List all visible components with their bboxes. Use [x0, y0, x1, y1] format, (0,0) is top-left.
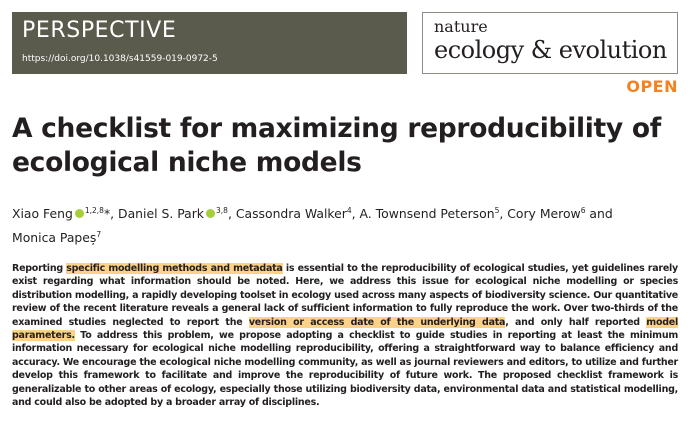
article-title: A checklist for maximizing reproducibility of ecological niche models [12, 113, 661, 178]
author-affiliation: 5 [494, 205, 500, 215]
author-name: Monica Papeș [12, 230, 97, 245]
author-name: Daniel S. Park [118, 206, 204, 221]
abstract-text: , and only half reported [505, 316, 647, 328]
abstract-text: To address this problem, we propose adopting a checklist to guide studies in reporting at least the minimum information necessary for ecological niche modelling reproducibility, offering a straightforward way to balance efficiency and accuracy. We encourage the ecological niche modelling community, as well as journal reviewers and editors, to utilize and further develop this framework to facilitate and improve the reproducibility of future work. The proposed checklist framework is generalizable to other areas of ecology, especially those utilizing biodiversity data, environmental data and statistical modelling, and could also be adopted by a broader array of disciplines. [12, 330, 678, 409]
author[interactable] [507, 206, 585, 221]
author[interactable] [118, 206, 228, 221]
author[interactable] [360, 206, 500, 221]
author-name: Xiao Feng [12, 206, 73, 221]
orcid-icon[interactable] [206, 209, 215, 218]
abstract-text: is essential to the reproducibility of ecological studies, yet guidelines rarely exist regarding what information should be noted. Here, we address this issue for ecological niche modelling or species distribution modelling, a rapidly developing toolset in ecology used across many aspects of biodiversity science. Our quantitative review of the recent literature reveals a general lack of sufficient information to fully reproduce the work. Over two-thirds of the examined studies neglected to report the [12, 263, 678, 328]
author-list [12, 202, 682, 250]
journal-logo-title: ecology & evolution [434, 36, 667, 64]
abstract-highlight: specific modelling methods and metadata [66, 263, 283, 274]
article-type-banner [12, 12, 407, 74]
author-separator: , [227, 206, 236, 221]
author-separator: and [585, 206, 613, 221]
author-name: Cassondra Walker [235, 206, 347, 221]
author[interactable] [236, 206, 352, 221]
abstract [12, 262, 678, 409]
author-affiliation: 6 [580, 205, 586, 215]
abstract-text: Reporting [12, 263, 67, 274]
author-affiliation: 4 [346, 205, 352, 215]
journal-logo-nature: nature [434, 17, 488, 36]
article-type-label: PERSPECTIVE [22, 18, 177, 43]
author-separator: , [351, 206, 360, 221]
open-access-badge: OPEN [626, 77, 678, 96]
author-separator: , [110, 206, 119, 221]
orcid-icon[interactable] [75, 209, 84, 218]
abstract-highlight: model parameters. [12, 316, 678, 342]
author[interactable] [12, 206, 110, 221]
corresponding-marker: * [103, 206, 111, 221]
author-name: Cory Merow [507, 206, 581, 221]
author-affiliation: 3,8 [216, 205, 228, 215]
doi-link[interactable]: https://doi.org/10.1038/s41559-019-0972-5 [22, 54, 218, 64]
author-name: A. Townsend Peterson [359, 206, 495, 221]
author-affiliation: 7 [96, 229, 102, 239]
author-separator: , [499, 206, 508, 221]
journal-logo[interactable] [422, 12, 678, 74]
author-affiliation: 1,2,8 [84, 205, 104, 215]
author[interactable] [12, 230, 101, 245]
abstract-highlight: version or access date of the underlying data [248, 316, 506, 328]
